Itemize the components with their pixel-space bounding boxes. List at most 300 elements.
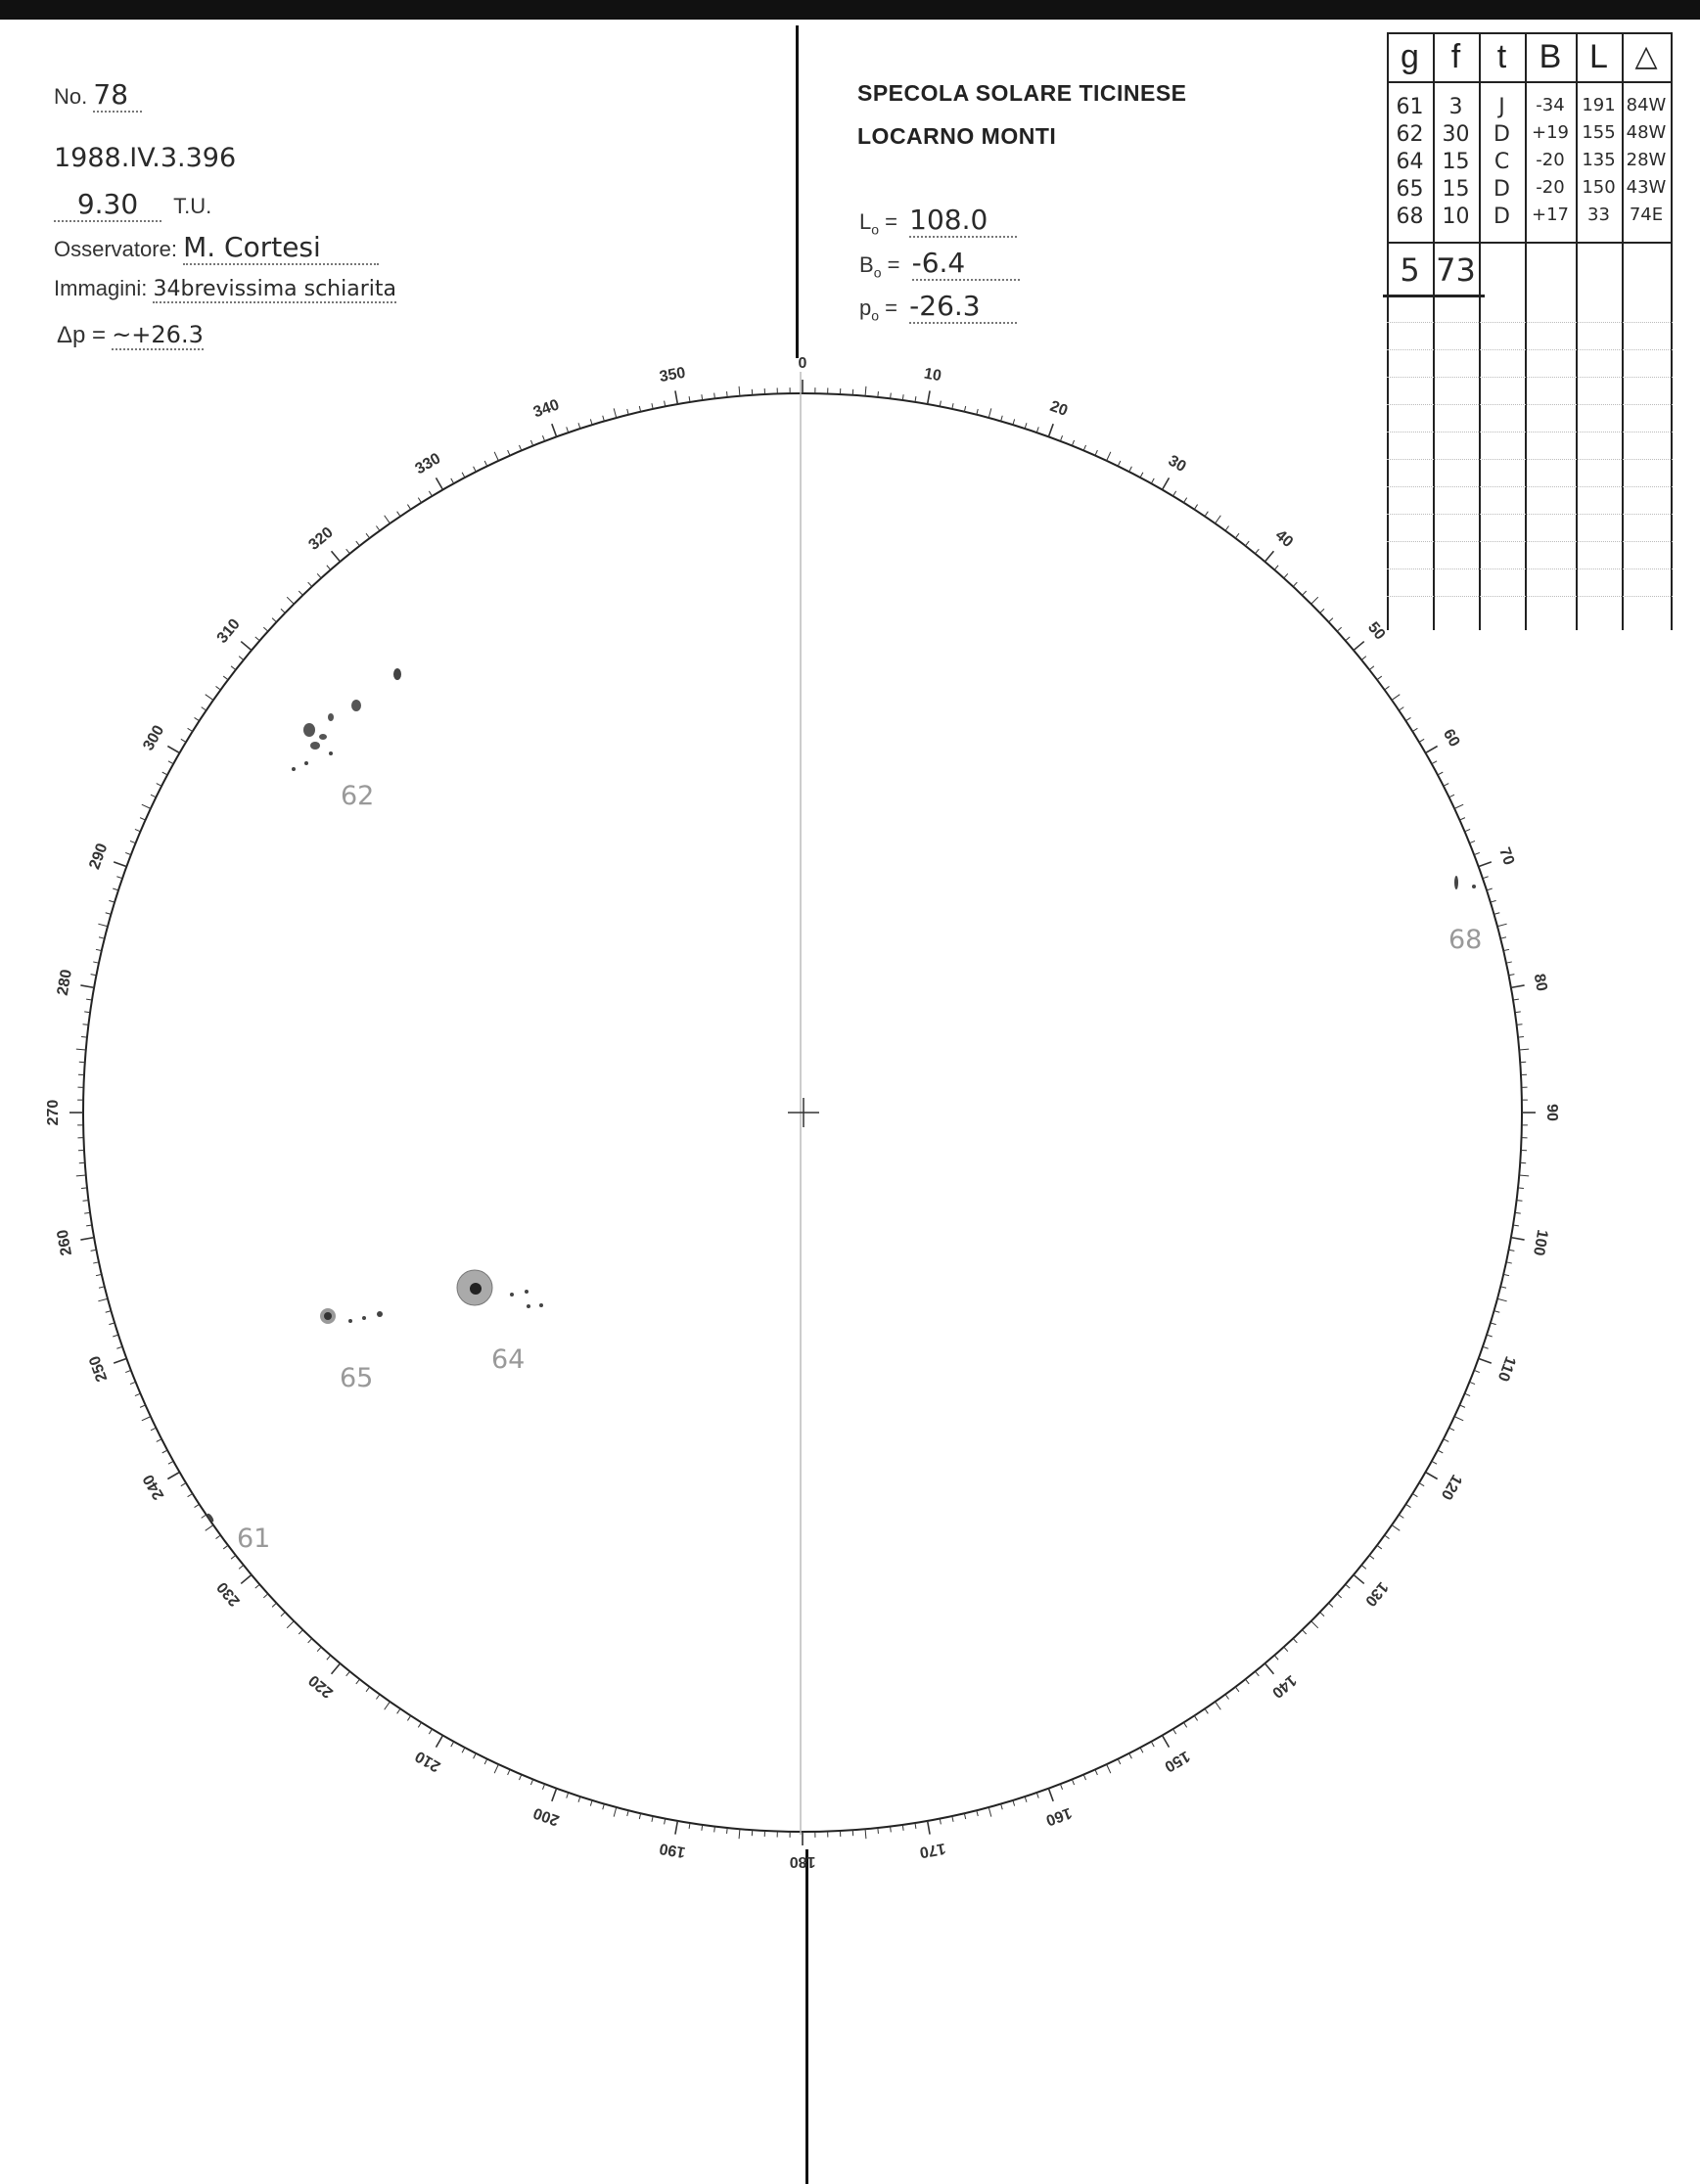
- angle-tick: [366, 1687, 370, 1692]
- angle-tick: [407, 505, 410, 510]
- angle-tick: [1454, 804, 1463, 808]
- angle-tick: [1361, 657, 1366, 660]
- angle-tick: [1225, 526, 1229, 531]
- angle-tick: [964, 1813, 965, 1819]
- angle-tick: [1494, 913, 1500, 915]
- angle-tick: [181, 1483, 186, 1486]
- angle-tick: [168, 761, 173, 764]
- group-label-61: 61: [237, 1524, 271, 1554]
- angle-tick: [1454, 1417, 1463, 1421]
- table-header-t: t: [1496, 38, 1507, 75]
- angle-tick: [356, 1679, 360, 1684]
- angle-tick: [1095, 1769, 1097, 1774]
- angle-tick: [1432, 1461, 1437, 1464]
- angle-tick: [977, 409, 978, 415]
- angle-tick: [1311, 1621, 1318, 1628]
- angle-tick: [1246, 1679, 1250, 1684]
- angle-tick: [366, 533, 370, 538]
- angle-tick: [878, 1828, 879, 1834]
- angle-tick: [1483, 1346, 1489, 1348]
- org-name: SPECOLA SOLARE TICINESE: [857, 80, 1187, 106]
- angle-tick: [308, 1639, 312, 1643]
- param-L0-eq: =: [885, 209, 898, 234]
- angle-tick: [928, 1821, 930, 1835]
- angle-tick: [1303, 1630, 1307, 1634]
- angle-tick: [1506, 962, 1512, 963]
- angle-tick: [86, 1225, 92, 1226]
- angle-tick: [255, 1584, 260, 1588]
- angle-tick: [1013, 1800, 1015, 1806]
- angle-label: 50: [1363, 618, 1389, 644]
- delta-p-label: Δp =: [57, 322, 107, 348]
- angle-tick: [1506, 1262, 1512, 1263]
- angle-tick: [1392, 695, 1400, 701]
- angle-tick: [1412, 728, 1417, 731]
- angle-tick: [1129, 467, 1132, 472]
- images-value: 34brevissima schiarita: [153, 277, 396, 301]
- angle-tick: [93, 1262, 99, 1263]
- angle-tick: [397, 1708, 400, 1713]
- param-p0-eq: =: [885, 296, 898, 320]
- angle-tick: [231, 1556, 236, 1560]
- angle-tick: [578, 423, 580, 429]
- cell-delta: 28W: [1626, 150, 1667, 170]
- angle-tick: [1048, 424, 1053, 436]
- cell-L: 135: [1582, 150, 1616, 170]
- angle-tick: [239, 1566, 244, 1570]
- angle-tick: [140, 1405, 145, 1407]
- param-L0-sub: o: [871, 221, 880, 238]
- angle-tick: [76, 1175, 86, 1176]
- angle-tick: [1405, 1504, 1410, 1507]
- angle-tick: [223, 676, 228, 680]
- angle-label: 260: [54, 1228, 76, 1257]
- angle-tick: [81, 1037, 87, 1038]
- group-label-68: 68: [1448, 925, 1483, 955]
- angle-tick: [1129, 1753, 1132, 1758]
- angle-tick: [142, 1417, 151, 1421]
- angle-tick: [508, 450, 510, 455]
- angle-tick: [407, 1715, 410, 1720]
- angle-tick: [1354, 1574, 1364, 1583]
- angle-tick: [1412, 1493, 1417, 1496]
- number-value: 78: [93, 78, 142, 113]
- angle-label: 350: [658, 364, 687, 387]
- angle-tick: [494, 1764, 498, 1773]
- angle-tick: [1311, 597, 1318, 604]
- angle-tick: [1494, 1311, 1500, 1313]
- angle-tick: [385, 516, 391, 523]
- angle-tick: [1264, 1663, 1273, 1674]
- cell-delta: 43W: [1626, 177, 1667, 198]
- angle-tick: [1449, 1428, 1454, 1431]
- sunspot-group-64: [457, 1270, 543, 1308]
- angle-tick: [308, 582, 312, 586]
- angle-tick: [727, 1828, 728, 1834]
- angle-tick: [281, 609, 285, 613]
- angle-tick: [1256, 549, 1260, 554]
- angle-tick: [1449, 795, 1454, 797]
- angle-tick: [1508, 975, 1514, 976]
- angle-tick: [1095, 450, 1097, 455]
- angle-tick: [91, 1250, 97, 1251]
- angle-tick: [195, 1504, 200, 1507]
- angle-tick: [1151, 1742, 1154, 1747]
- angle-tick: [167, 747, 179, 753]
- cell-g: 62: [1396, 122, 1424, 147]
- angle-tick: [317, 1647, 321, 1651]
- angle-tick: [376, 526, 380, 531]
- angle-tick: [1329, 1603, 1333, 1607]
- angle-tick: [1385, 1535, 1390, 1539]
- angle-label: 220: [305, 1671, 337, 1702]
- angle-tick: [484, 1759, 487, 1764]
- angle-tick: [429, 491, 432, 496]
- angle-label: 80: [1530, 972, 1550, 993]
- angle-tick: [915, 396, 916, 402]
- angle-tick: [1001, 1804, 1003, 1810]
- angle-tick: [346, 549, 350, 554]
- angle-tick: [1513, 1225, 1519, 1226]
- angle-tick: [188, 728, 193, 731]
- angle-tick: [1500, 1287, 1506, 1288]
- angle-tick: [1083, 445, 1085, 451]
- angle-tick: [1264, 551, 1273, 562]
- angle-label: 70: [1495, 844, 1518, 868]
- angle-tick: [1246, 541, 1250, 546]
- cell-B: -34: [1536, 95, 1565, 115]
- angle-tick: [1497, 1298, 1507, 1301]
- angle-tick: [327, 1656, 331, 1661]
- angle-tick: [940, 1818, 941, 1824]
- cell-t: D: [1493, 122, 1510, 147]
- angle-tick: [418, 1722, 421, 1727]
- angle-tick: [739, 1829, 740, 1839]
- angle-tick: [1399, 707, 1403, 710]
- angle-tick: [474, 467, 477, 472]
- angle-tick: [1256, 1671, 1260, 1676]
- angle-tick: [1216, 516, 1221, 523]
- cell-f: 15: [1442, 150, 1470, 174]
- angle-tick: [1369, 666, 1374, 670]
- angle-tick: [263, 1594, 267, 1598]
- angle-tick: [114, 1358, 126, 1363]
- angle-tick: [1337, 1594, 1341, 1598]
- angle-tick: [952, 1816, 953, 1822]
- sunspot: [525, 1290, 528, 1294]
- group-label-62: 62: [341, 781, 375, 811]
- group-label-64: 64: [491, 1344, 526, 1375]
- angle-tick: [639, 406, 640, 412]
- angle-tick: [241, 642, 252, 651]
- angle-tick: [1036, 1793, 1038, 1798]
- angle-label: 0: [798, 355, 807, 373]
- angle-tick: [1036, 427, 1038, 432]
- sunspot: [351, 700, 361, 711]
- angle-tick: [988, 1807, 991, 1817]
- angle-label: 100: [1529, 1228, 1551, 1257]
- angle-label: 280: [54, 968, 76, 997]
- sunspot: [304, 761, 308, 765]
- angle-tick: [614, 408, 617, 418]
- cell-L: 155: [1582, 122, 1616, 143]
- angle-tick: [977, 1810, 978, 1816]
- angle-tick: [125, 1370, 131, 1372]
- angle-tick: [195, 717, 200, 720]
- angle-tick: [1235, 533, 1239, 538]
- angle-tick: [1469, 1382, 1475, 1384]
- angle-tick: [206, 695, 213, 701]
- angle-tick: [113, 888, 118, 890]
- angle-tick: [1426, 747, 1438, 753]
- angle-tick: [263, 627, 267, 631]
- angle-tick: [474, 1753, 477, 1758]
- angle-label: 60: [1439, 726, 1463, 751]
- angle-tick: [1194, 1715, 1197, 1720]
- angle-tick: [109, 900, 115, 902]
- delta-p-value: ~+26.3: [112, 321, 204, 348]
- angle-tick: [151, 795, 156, 797]
- angle-tick: [1419, 1483, 1424, 1486]
- angle-tick: [1183, 1722, 1186, 1727]
- angle-label: 270: [45, 1099, 63, 1126]
- angle-tick: [206, 1525, 213, 1531]
- angle-tick: [223, 1545, 228, 1549]
- angle-tick: [287, 597, 294, 604]
- sunspot: [328, 713, 334, 721]
- angle-tick: [1491, 900, 1496, 902]
- angle-tick: [1205, 512, 1208, 517]
- angle-tick: [878, 391, 879, 397]
- angle-tick: [1194, 505, 1197, 510]
- param-p0-value: -26.3: [909, 290, 1017, 324]
- angle-tick: [1474, 1370, 1480, 1372]
- table-header-f: f: [1450, 38, 1461, 75]
- cell-B: +17: [1532, 205, 1569, 225]
- cell-g: 61: [1396, 95, 1424, 119]
- cell-t: J: [1498, 95, 1505, 119]
- angle-tick: [86, 999, 92, 1000]
- observer-label: Osservatore:: [54, 237, 177, 261]
- sunspot: [1454, 876, 1458, 889]
- angle-tick: [727, 391, 728, 397]
- angle-label: 170: [918, 1839, 947, 1861]
- angle-tick: [113, 1335, 118, 1337]
- angle-tick: [928, 390, 930, 404]
- angle-tick: [542, 435, 544, 441]
- angle-tick: [1274, 1656, 1278, 1661]
- angle-tick: [462, 1748, 465, 1752]
- angle-label: 40: [1271, 526, 1297, 552]
- angle-tick: [1151, 478, 1154, 483]
- angle-label: 200: [530, 1803, 562, 1829]
- angle-tick: [1465, 1393, 1471, 1395]
- angle-tick: [1060, 1784, 1062, 1790]
- param-p0-label: p: [859, 296, 872, 320]
- angle-tick: [1163, 1736, 1170, 1748]
- angle-tick: [1491, 1323, 1496, 1325]
- angle-tick: [346, 1671, 350, 1676]
- angle-tick: [125, 852, 131, 854]
- angle-tick: [865, 387, 866, 396]
- angle-tick: [567, 427, 569, 432]
- angle-label: 90: [1542, 1104, 1560, 1121]
- angle-tick: [1320, 609, 1324, 613]
- angle-tick: [1140, 473, 1143, 478]
- cell-t: D: [1493, 177, 1510, 202]
- angle-tick: [130, 1382, 136, 1384]
- angle-tick: [1474, 852, 1480, 854]
- angle-tick: [1107, 452, 1111, 461]
- angle-tick: [603, 416, 605, 422]
- angle-label: 190: [658, 1839, 687, 1861]
- cell-delta: 48W: [1626, 122, 1667, 143]
- angle-tick: [317, 573, 321, 577]
- angle-tick: [281, 1613, 285, 1616]
- angle-tick: [1293, 582, 1297, 586]
- angle-tick: [1346, 1584, 1351, 1588]
- angle-tick: [1354, 642, 1364, 651]
- angle-tick: [952, 403, 953, 409]
- angle-tick: [287, 1621, 294, 1628]
- angle-tick: [1487, 888, 1493, 890]
- angle-tick: [1013, 419, 1015, 425]
- angle-tick: [519, 445, 521, 451]
- angle-tick: [940, 401, 941, 407]
- sunspot: [310, 742, 320, 750]
- angle-tick: [739, 387, 740, 396]
- angle-label: 120: [1437, 1471, 1465, 1503]
- angle-tick: [1479, 1358, 1492, 1363]
- angle-tick: [552, 1789, 557, 1801]
- angle-tick: [639, 1813, 640, 1819]
- angle-tick: [1303, 591, 1307, 595]
- table-header-L: L: [1589, 38, 1608, 75]
- angle-tick: [494, 452, 498, 461]
- angle-tick: [1173, 491, 1176, 496]
- angle-tick: [1518, 1188, 1524, 1189]
- table-header-B: B: [1539, 38, 1562, 75]
- total-spots: 73: [1436, 251, 1476, 289]
- angle-tick: [299, 591, 302, 595]
- angle-tick: [1274, 566, 1278, 570]
- cell-B: -20: [1536, 150, 1565, 170]
- cell-B: +19: [1532, 122, 1569, 143]
- angle-tick: [272, 618, 276, 622]
- angle-label: 10: [922, 365, 943, 386]
- angle-tick: [98, 924, 108, 927]
- angle-tick: [603, 1804, 605, 1810]
- angle-tick: [590, 419, 592, 425]
- angle-tick: [1025, 1797, 1027, 1802]
- angle-tick: [1140, 1748, 1143, 1752]
- angle-tick: [91, 975, 97, 976]
- angle-tick: [356, 541, 360, 546]
- angle-tick: [1459, 1405, 1464, 1407]
- angle-tick: [239, 657, 244, 660]
- sunspot-group-65: [320, 1308, 383, 1324]
- angle-tick: [1284, 573, 1288, 577]
- angle-tick: [202, 707, 207, 710]
- angle-tick: [689, 1823, 690, 1829]
- angle-tick: [1118, 461, 1121, 466]
- angle-tick: [1519, 1175, 1529, 1176]
- angle-label: 20: [1047, 397, 1071, 420]
- angle-label: 290: [86, 841, 112, 872]
- cell-g: 64: [1396, 150, 1424, 174]
- angle-tick: [1337, 627, 1341, 631]
- angle-tick: [93, 962, 99, 963]
- angle-tick: [530, 1779, 532, 1785]
- angle-tick: [1399, 1515, 1403, 1518]
- angle-tick: [418, 498, 421, 503]
- angle-label: 230: [213, 1578, 244, 1610]
- angle-tick: [436, 1736, 443, 1748]
- param-L0-label: L: [859, 209, 872, 234]
- angle-tick: [1438, 1450, 1443, 1453]
- angle-tick: [1173, 1729, 1176, 1734]
- table-header-g: g: [1401, 38, 1419, 75]
- angle-tick: [614, 1807, 617, 1817]
- angle-tick: [1025, 423, 1027, 429]
- angle-tick: [627, 409, 628, 415]
- angle-tick: [157, 1439, 161, 1442]
- org-location: LOCARNO MONTI: [857, 123, 1057, 149]
- angle-label: 250: [86, 1353, 112, 1385]
- angle-tick: [627, 1810, 628, 1816]
- cell-delta: 84W: [1626, 95, 1667, 115]
- cell-t: C: [1493, 150, 1510, 174]
- sunspot: [393, 668, 401, 680]
- angle-label: 180: [789, 1852, 816, 1870]
- param-L0-value: 108.0: [909, 204, 1017, 238]
- angle-tick: [915, 1823, 916, 1829]
- angle-tick: [1369, 1556, 1374, 1560]
- angle-tick: [964, 406, 965, 412]
- observer-value: M. Cortesi: [183, 231, 379, 265]
- sunspot: [510, 1293, 514, 1297]
- angle-tick: [332, 551, 341, 562]
- angle-tick: [508, 1769, 510, 1774]
- angle-tick: [376, 1695, 380, 1700]
- angle-tick: [1083, 1775, 1085, 1781]
- images-label: Immagini:: [54, 276, 148, 300]
- angle-tick: [590, 1800, 592, 1806]
- angle-tick: [81, 1188, 87, 1189]
- angle-tick: [1519, 1049, 1529, 1050]
- angle-tick: [652, 1816, 653, 1822]
- angle-tick: [216, 686, 221, 690]
- cell-t: D: [1493, 205, 1510, 229]
- angle-tick: [98, 1298, 108, 1301]
- angle-tick: [530, 440, 532, 446]
- param-p0-sub: o: [871, 307, 880, 324]
- angle-label: 240: [140, 1471, 168, 1503]
- angle-tick: [1392, 1525, 1400, 1531]
- angle-tick: [451, 1742, 454, 1747]
- angle-tick: [1469, 841, 1475, 842]
- angle-tick: [1118, 1759, 1121, 1764]
- sunspot: [362, 1316, 366, 1320]
- cell-L: 150: [1582, 177, 1616, 198]
- angle-label: 30: [1165, 452, 1189, 477]
- angle-tick: [1183, 498, 1186, 503]
- angle-tick: [106, 913, 112, 915]
- angle-tick: [135, 1393, 141, 1395]
- angle-tick: [114, 862, 126, 867]
- angle-tick: [168, 1461, 173, 1464]
- param-B0-label: B: [859, 252, 874, 277]
